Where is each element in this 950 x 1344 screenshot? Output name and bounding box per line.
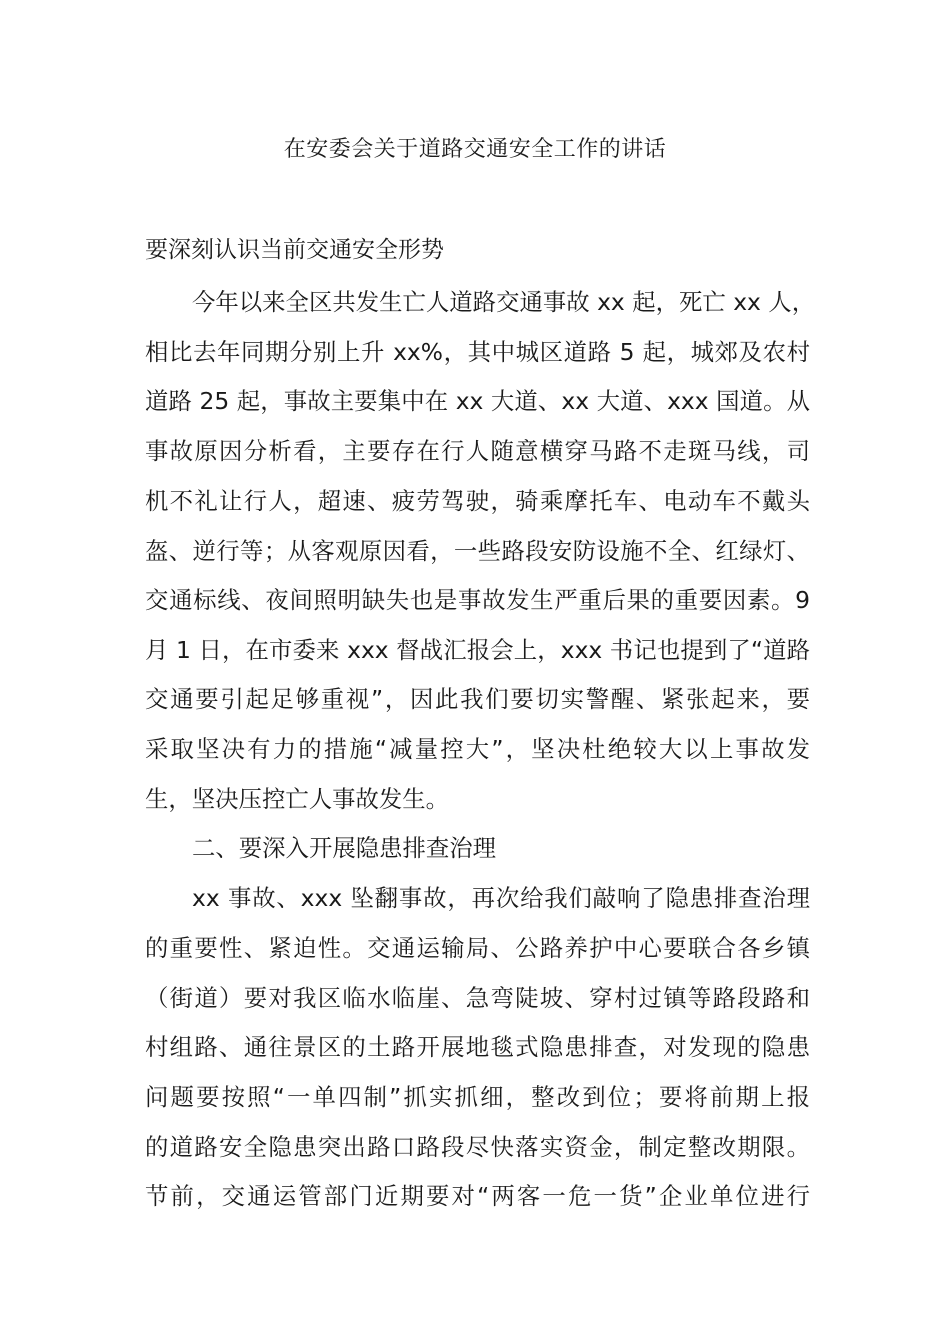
paragraph-1-line: 盔、逆行等；从客观原因看，一些路段安防设施不全、红绿灯、 — [145, 537, 810, 565]
paragraph-2-line: （街道）要对我区临水临崖、急弯陡坡、穿村过镇等路段路和 — [145, 984, 810, 1012]
paragraph-1-line: 生，坚决压控亡人事故发生。 — [145, 785, 450, 813]
paragraph-1-line: 道路 25 起，事故主要集中在 xx 大道、xx 大道、xxx 国道。从 — [145, 387, 810, 415]
paragraph-2-line: xx 事故、xxx 坠翻事故，再次给我们敲响了隐患排查治理 — [192, 884, 810, 912]
paragraph-2-line: 的道路安全隐患突出路口路段尽快落实资金，制定整改期限。 — [145, 1133, 810, 1161]
paragraph-1-line: 事故原因分析看，主要存在行人随意横穿马路不走斑马线，司 — [145, 437, 810, 465]
paragraph-2-line: 问题要按照“一单四制”抓实抓细，整改到位；要将前期上报 — [145, 1083, 810, 1111]
document-title: 在安委会关于道路交通安全工作的讲话 — [283, 137, 667, 162]
section-heading-1: 要深刻认识当前交通安全形势 — [145, 237, 444, 263]
paragraph-1-line: 机不礼让行人，超速、疲劳驾驶，骑乘摩托车、电动车不戴头 — [145, 487, 810, 515]
paragraph-1-line: 交通要引起足够重视”，因此我们要切实警醒、紧张起来，要 — [145, 685, 810, 713]
paragraph-2-line: 的重要性、紧迫性。交通运输局、公路养护中心要联合各乡镇 — [145, 934, 810, 962]
paragraph-1-line: 采取坚决有力的措施“减量控大”，坚决杜绝较大以上事故发 — [145, 735, 810, 763]
paragraph-1-line: 相比去年同期分别上升 xx%，其中城区道路 5 起，城郊及农村 — [145, 338, 810, 366]
section-heading-2: 二、要深入开展隐患排查治理 — [192, 834, 497, 862]
paragraph-2-line: 节前，交通运管部门近期要对“两客一危一货”企业单位进行 — [145, 1182, 810, 1210]
paragraph-2-line: 村组路、通往景区的土路开展地毯式隐患排查，对发现的隐患 — [145, 1033, 810, 1061]
paragraph-1-line: 交通标线、夜间照明缺失也是事故发生严重后果的重要因素。9 — [145, 586, 810, 614]
paragraph-1-line: 今年以来全区共发生亡人道路交通事故 xx 起，死亡 xx 人， — [192, 288, 816, 316]
paragraph-1-line: 月 1 日，在市委来 xxx 督战汇报会上，xxx 书记也提到了“道路 — [145, 636, 810, 664]
